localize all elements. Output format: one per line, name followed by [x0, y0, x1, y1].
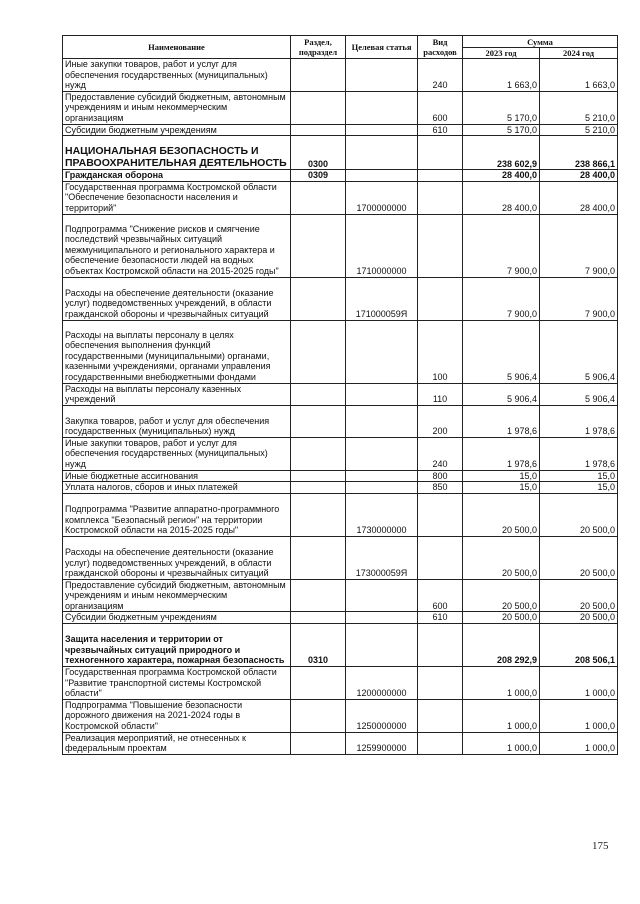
row-name-cell: Государственная программа Костромской области "Обеспечение безопасности населения и территорий" [63, 181, 291, 214]
table-row [63, 181, 618, 214]
row-vid-cell [418, 136, 463, 170]
table-row [63, 612, 618, 624]
row-name-cell: Государственная программа Костромской области "Развитие транспортной системы Костромской области" [63, 667, 291, 700]
row-razdel-cell [291, 214, 346, 277]
row-name-cell: Иные закупки товаров, работ и услуг для обеспечения государственных (муниципальных) нужд [63, 59, 291, 92]
header-name: Наименование [63, 36, 291, 59]
row-name-cell: Гражданская оборона [63, 170, 291, 182]
row-sum-2024-cell: 15,0 [540, 470, 618, 482]
budget-table [62, 35, 618, 755]
row-tselevaya-cell: 1700000000 [346, 181, 418, 214]
row-tselevaya-cell [346, 59, 418, 92]
row-razdel-cell [291, 437, 346, 470]
row-razdel-cell: 0300 [291, 136, 346, 170]
row-sum-2023-cell: 20 500,0 [463, 536, 540, 579]
table-row [63, 699, 618, 732]
table-row [63, 91, 618, 124]
row-razdel-cell [291, 493, 346, 536]
row-tselevaya-cell: 1710000000 [346, 214, 418, 277]
table-row [63, 277, 618, 320]
row-sum-2023-cell: 20 500,0 [463, 612, 540, 624]
row-razdel-cell [291, 536, 346, 579]
row-sum-2023-cell: 1 000,0 [463, 667, 540, 700]
row-tselevaya-cell: 1250000000 [346, 699, 418, 732]
row-sum-2023-cell: 1 978,6 [463, 437, 540, 470]
row-sum-2024-cell: 5 906,4 [540, 383, 618, 405]
row-sum-2023-cell: 5 906,4 [463, 320, 540, 383]
row-vid-cell [418, 493, 463, 536]
row-name-cell: Расходы на обеспечение деятельности (оказание услуг) подведомственных учреждений, в области гражданской обороны и чрезвычайных ситуаций [63, 536, 291, 579]
row-razdel-cell [291, 699, 346, 732]
row-vid-cell: 800 [418, 470, 463, 482]
row-tselevaya-cell [346, 470, 418, 482]
row-tselevaya-cell: 173000059Я [346, 536, 418, 579]
row-razdel-cell [291, 91, 346, 124]
row-tselevaya-cell [346, 383, 418, 405]
row-sum-2024-cell: 1 978,6 [540, 437, 618, 470]
row-name-cell: Подпрограмма "Снижение рисков и смягчение последствий чрезвычайных ситуаций межмуниципального и регионального характера и обеспечение безопасности людей на водных объектах Костромской области на 2015-2025 годы" [63, 214, 291, 277]
row-name-cell: Субсидии бюджетным учреждениям [63, 124, 291, 136]
table-row [63, 667, 618, 700]
row-name-cell: Иные закупки товаров, работ и услуг для обеспечения государственных (муниципальных) нужд [63, 437, 291, 470]
row-tselevaya-cell [346, 579, 418, 612]
header-summa: Сумма [463, 36, 618, 48]
row-sum-2024-cell: 5 210,0 [540, 91, 618, 124]
row-razdel-cell [291, 579, 346, 612]
row-sum-2023-cell: 28 400,0 [463, 170, 540, 182]
row-sum-2024-cell: 1 000,0 [540, 732, 618, 754]
row-sum-2024-cell: 5 210,0 [540, 124, 618, 136]
row-razdel-cell: 0309 [291, 170, 346, 182]
row-sum-2024-cell: 1 663,0 [540, 59, 618, 92]
row-sum-2024-cell: 20 500,0 [540, 612, 618, 624]
row-vid-cell: 100 [418, 320, 463, 383]
row-razdel-cell [291, 470, 346, 482]
table-row [63, 170, 618, 182]
row-vid-cell: 110 [418, 383, 463, 405]
row-name-cell: Реализация мероприятий, не отнесенных к федеральным проектам [63, 732, 291, 754]
table-row [63, 493, 618, 536]
row-vid-cell: 240 [418, 437, 463, 470]
row-vid-cell [418, 624, 463, 667]
row-vid-cell: 610 [418, 124, 463, 136]
row-razdel-cell [291, 612, 346, 624]
row-sum-2024-cell: 20 500,0 [540, 536, 618, 579]
row-name-cell: Расходы на выплаты персоналу в целях обеспечения выполнения функций государственными (муниципальными) органами, казенными учреждениями, органами управления государственными внебюджетными фондами [63, 320, 291, 383]
row-name-cell: Предоставление субсидий бюджетным, автономным учреждениям и иным некоммерческим организациям [63, 579, 291, 612]
row-tselevaya-cell [346, 624, 418, 667]
row-sum-2024-cell: 5 906,4 [540, 320, 618, 383]
row-name-cell: Подпрограмма "Повышение безопасности дорожного движения на 2021-2024 годы в Костромской области" [63, 699, 291, 732]
header-year-2024: 2024 год [540, 48, 618, 59]
row-name-cell: Защита населения и территории от чрезвычайных ситуаций природного и техногенного характера, пожарная безопасность [63, 624, 291, 667]
row-razdel-cell [291, 181, 346, 214]
row-sum-2024-cell: 28 400,0 [540, 170, 618, 182]
row-sum-2024-cell: 238 866,1 [540, 136, 618, 170]
row-sum-2023-cell: 7 900,0 [463, 277, 540, 320]
row-sum-2024-cell: 1 000,0 [540, 667, 618, 700]
row-sum-2023-cell: 20 500,0 [463, 579, 540, 612]
row-tselevaya-cell: 1259900000 [346, 732, 418, 754]
table-row [63, 579, 618, 612]
row-razdel-cell [291, 124, 346, 136]
row-tselevaya-cell [346, 91, 418, 124]
row-sum-2023-cell: 15,0 [463, 482, 540, 494]
row-sum-2024-cell: 1 000,0 [540, 699, 618, 732]
row-tselevaya-cell [346, 405, 418, 437]
table-row [63, 320, 618, 383]
row-name-cell: Иные бюджетные ассигнования [63, 470, 291, 482]
row-sum-2024-cell: 15,0 [540, 482, 618, 494]
row-name-cell: Подпрограмма "Развитие аппаратно-программного комплекса "Безопасный регион" на территории Костромской области на 2015-2025 годы" [63, 493, 291, 536]
row-tselevaya-cell: 1200000000 [346, 667, 418, 700]
row-razdel-cell [291, 383, 346, 405]
row-tselevaya-cell: 1730000000 [346, 493, 418, 536]
row-vid-cell [418, 536, 463, 579]
row-name-cell: Расходы на обеспечение деятельности (оказание услуг) подведомственных учреждений, в области гражданской обороны и чрезвычайных ситуаций [63, 277, 291, 320]
row-sum-2023-cell: 238 602,9 [463, 136, 540, 170]
row-razdel-cell [291, 320, 346, 383]
header-year-2023: 2023 год [463, 48, 540, 59]
row-sum-2024-cell: 1 978,6 [540, 405, 618, 437]
row-vid-cell: 600 [418, 579, 463, 612]
header-tselevaya: Целевая статья [346, 36, 418, 59]
row-vid-cell: 200 [418, 405, 463, 437]
row-name-cell: Расходы на выплаты персоналу казенных учреждений [63, 383, 291, 405]
table-row [63, 437, 618, 470]
row-tselevaya-cell [346, 170, 418, 182]
row-vid-cell [418, 732, 463, 754]
table-row [63, 470, 618, 482]
row-razdel-cell [291, 732, 346, 754]
row-name-cell: Уплата налогов, сборов и иных платежей [63, 482, 291, 494]
table-row [63, 124, 618, 136]
row-tselevaya-cell [346, 482, 418, 494]
row-vid-cell [418, 181, 463, 214]
row-vid-cell [418, 667, 463, 700]
row-sum-2023-cell: 5 170,0 [463, 124, 540, 136]
row-sum-2023-cell: 5 906,4 [463, 383, 540, 405]
row-tselevaya-cell [346, 320, 418, 383]
table-row [63, 59, 618, 92]
row-sum-2024-cell: 20 500,0 [540, 493, 618, 536]
budget-table-page [62, 35, 617, 755]
row-vid-cell [418, 277, 463, 320]
row-razdel-cell [291, 277, 346, 320]
row-sum-2024-cell: 7 900,0 [540, 214, 618, 277]
row-sum-2023-cell: 1 000,0 [463, 699, 540, 732]
row-tselevaya-cell [346, 437, 418, 470]
table-row [63, 405, 618, 437]
row-vid-cell: 610 [418, 612, 463, 624]
row-razdel-cell [291, 482, 346, 494]
header-razdel: Раздел, подраздел [291, 36, 346, 59]
row-tselevaya-cell [346, 124, 418, 136]
row-sum-2023-cell: 28 400,0 [463, 181, 540, 214]
row-razdel-cell [291, 59, 346, 92]
row-tselevaya-cell: 171000059Я [346, 277, 418, 320]
row-vid-cell: 850 [418, 482, 463, 494]
table-row [63, 383, 618, 405]
table-row [63, 624, 618, 667]
header-vid: Вид расходов [418, 36, 463, 59]
row-sum-2023-cell: 15,0 [463, 470, 540, 482]
row-name-cell: Закупка товаров, работ и услуг для обеспечения государственных (муниципальных) нужд [63, 405, 291, 437]
row-sum-2024-cell: 28 400,0 [540, 181, 618, 214]
row-name-cell: Субсидии бюджетным учреждениям [63, 612, 291, 624]
row-vid-cell [418, 170, 463, 182]
row-sum-2023-cell: 7 900,0 [463, 214, 540, 277]
row-vid-cell [418, 699, 463, 732]
row-sum-2024-cell: 7 900,0 [540, 277, 618, 320]
row-sum-2023-cell: 20 500,0 [463, 493, 540, 536]
table-row [63, 214, 618, 277]
row-vid-cell: 240 [418, 59, 463, 92]
row-name-cell: Предоставление субсидий бюджетным, автономным учреждениям и иным некоммерческим организациям [63, 91, 291, 124]
row-sum-2023-cell: 1 978,6 [463, 405, 540, 437]
row-vid-cell [418, 214, 463, 277]
row-razdel-cell [291, 405, 346, 437]
row-sum-2024-cell: 208 506,1 [540, 624, 618, 667]
row-name-cell: НАЦИОНАЛЬНАЯ БЕЗОПАСНОСТЬ И ПРАВООХРАНИТЕЛЬНАЯ ДЕЯТЕЛЬНОСТЬ [63, 136, 291, 170]
table-row [63, 136, 618, 170]
table-row [63, 536, 618, 579]
row-tselevaya-cell [346, 136, 418, 170]
row-tselevaya-cell [346, 612, 418, 624]
page-number: 175 [592, 840, 609, 852]
table-row [63, 732, 618, 754]
row-sum-2023-cell: 208 292,9 [463, 624, 540, 667]
table-row [63, 482, 618, 494]
row-sum-2023-cell: 1 663,0 [463, 59, 540, 92]
row-razdel-cell [291, 667, 346, 700]
row-sum-2023-cell: 5 170,0 [463, 91, 540, 124]
row-razdel-cell: 0310 [291, 624, 346, 667]
row-vid-cell: 600 [418, 91, 463, 124]
row-sum-2023-cell: 1 000,0 [463, 732, 540, 754]
row-sum-2024-cell: 20 500,0 [540, 579, 618, 612]
